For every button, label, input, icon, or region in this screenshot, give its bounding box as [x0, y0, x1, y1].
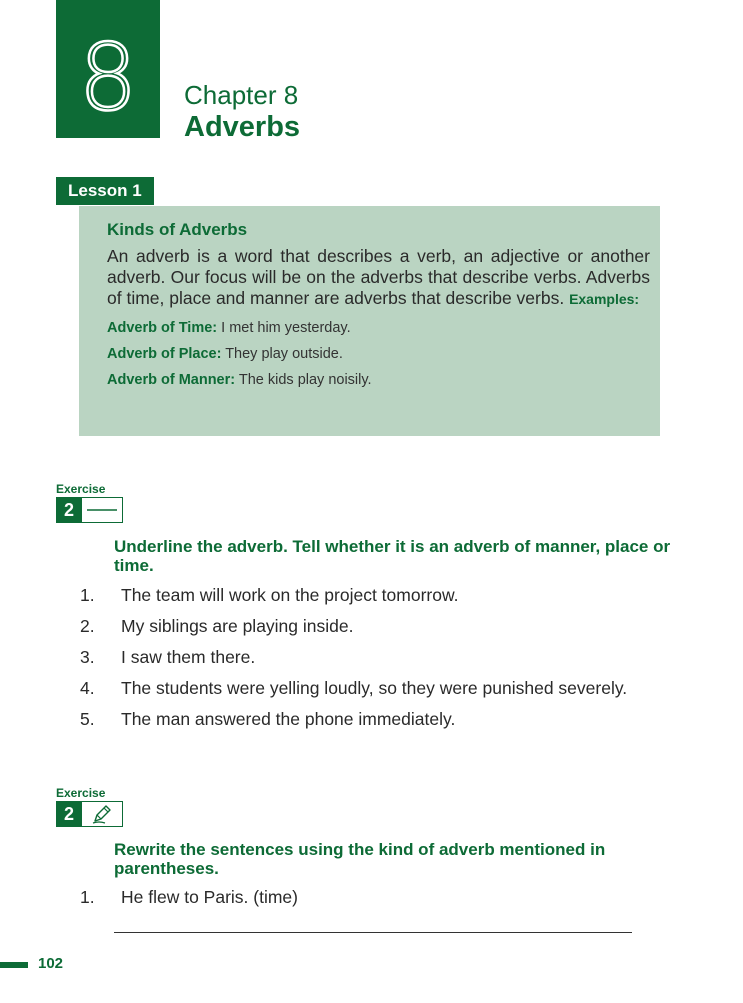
exercise-badge-1: [56, 482, 123, 523]
chapter-label: Chapter 8: [184, 80, 299, 110]
example-label: Adverb of Manner:: [107, 372, 236, 388]
answer-line: [114, 932, 632, 933]
item-number: 2.: [80, 616, 95, 636]
item-text: The team will work on the project tomorrow.: [121, 585, 459, 605]
item-number: 1.: [80, 887, 95, 907]
exercise-2-list: [80, 886, 680, 917]
lesson-body: [107, 246, 650, 310]
footer-bar: [0, 962, 28, 968]
chapter-number: 8: [78, 24, 138, 131]
example-label: Adverb of Place:: [107, 346, 222, 362]
example-text: They play outside.: [221, 346, 343, 362]
lesson-tab: Lesson 1: [56, 177, 154, 205]
list-item: [80, 615, 680, 638]
exercise-label: Exercise: [56, 786, 106, 800]
example-text: I met him yesterday.: [217, 320, 351, 336]
list-item: [80, 886, 680, 909]
lesson-info-box: [79, 206, 660, 436]
item-text: I saw them there.: [121, 647, 256, 667]
page-number: 102: [38, 955, 64, 972]
examples-label: Examples:: [569, 291, 640, 307]
item-text: He flew to Paris. (time): [121, 887, 298, 907]
lesson-heading: Kinds of Adverbs: [107, 220, 248, 239]
exercise-label: Exercise: [56, 482, 106, 496]
item-text: My siblings are playing inside.: [121, 616, 354, 636]
chapter-title: Adverbs: [184, 111, 301, 143]
item-number: 4.: [80, 678, 95, 698]
example-time: [107, 320, 650, 336]
lesson-body-text: An adverb is a word that describes a verb, an adjective or another adverb. Our focus will be on the adverbs that describe verbs. Adverbs of time, place and manner are adverbs that describe verbs.: [107, 246, 650, 308]
list-item: [80, 677, 680, 700]
list-item: [80, 708, 680, 731]
exercise-2-instruction: Rewrite the sentences using the kind of adverb mentioned in parentheses.: [114, 840, 606, 878]
list-item: [80, 584, 680, 607]
item-number: 1.: [80, 585, 95, 605]
exercise-number: 2: [56, 801, 82, 827]
chapter-number-block: [56, 0, 160, 138]
exercise-1-list: [80, 584, 680, 739]
pencil-icon: [82, 801, 123, 827]
example-text: The kids play noisily.: [235, 372, 372, 388]
item-number: 5.: [80, 709, 95, 729]
example-place: [107, 346, 650, 362]
exercise-number: 2: [56, 497, 82, 523]
item-text: The students were yelling loudly, so they were punished severely.: [121, 678, 628, 698]
exercise-badge-2: [56, 786, 123, 827]
list-item: [80, 646, 680, 669]
exercise-1-instruction: Underline the adverb. Tell whether it is an adverb of manner, place or time.: [114, 537, 671, 575]
example-manner: [107, 372, 650, 388]
example-label: Adverb of Time:: [107, 320, 218, 336]
line-icon: [82, 497, 123, 523]
item-text: The man answered the phone immediately.: [121, 709, 456, 729]
item-number: 3.: [80, 647, 95, 667]
